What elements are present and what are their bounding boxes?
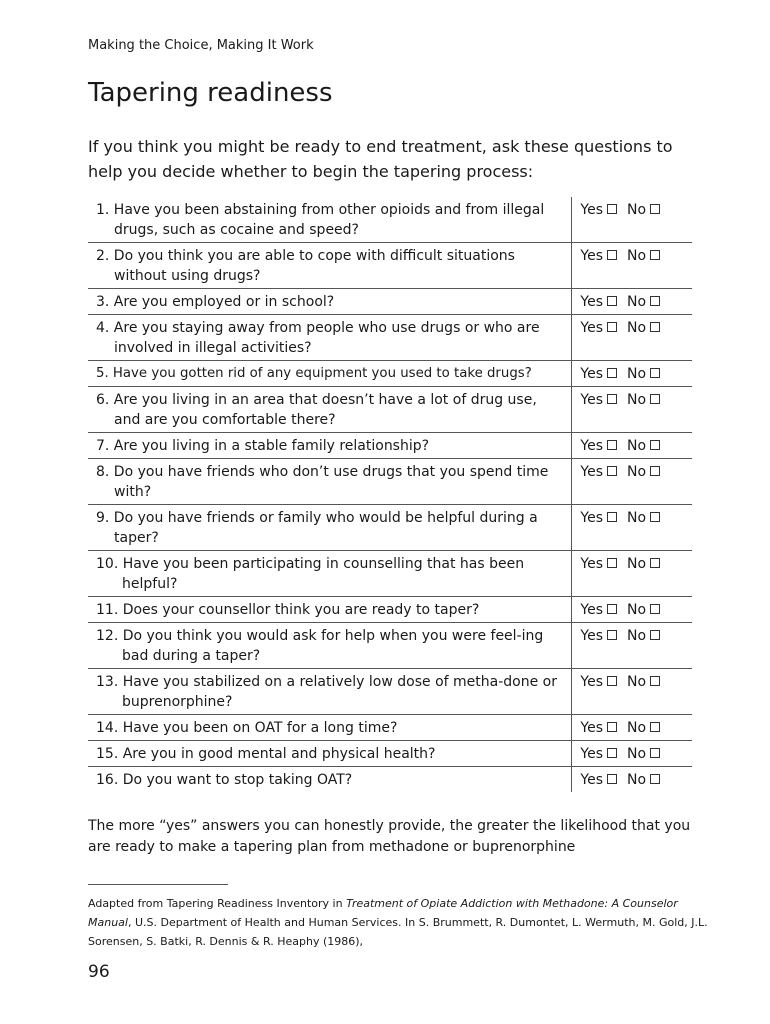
no-label: No: [627, 720, 647, 736]
yes-label: Yes: [580, 438, 604, 454]
answer-cell: [572, 361, 692, 387]
no-label: No: [627, 294, 647, 310]
no-checkbox[interactable]: [650, 204, 660, 214]
question-text: 12. Do you think you would ask for help when you were feel-ing bad during a taper?: [96, 628, 544, 664]
yes-checkbox[interactable]: [607, 368, 617, 378]
yes-label: Yes: [580, 510, 604, 526]
closing-text: The more “yes” answers you can honestly provide, the greater the likelihood that you are ready to make a tapering plan from methadone or buprenorphine: [88, 818, 691, 855]
question-row: [88, 361, 692, 387]
no-checkbox[interactable]: [650, 296, 660, 306]
question-row: [88, 715, 692, 741]
question-cell: [88, 315, 572, 361]
no-label: No: [627, 556, 647, 572]
question-text: 10. Have you been participating in counselling that has been helpful?: [96, 556, 525, 592]
question-text: 7. Are you living in a stable family relationship?: [96, 438, 430, 454]
yes-checkbox[interactable]: [607, 722, 617, 732]
no-checkbox[interactable]: [650, 512, 660, 522]
question-row: [88, 433, 692, 459]
question-cell: [88, 715, 572, 741]
question-cell: [88, 243, 572, 289]
no-label: No: [627, 628, 647, 644]
question-row: [88, 597, 692, 623]
no-checkbox[interactable]: [650, 322, 660, 332]
answer-cell: [572, 505, 692, 551]
no-checkbox[interactable]: [650, 558, 660, 568]
yes-checkbox[interactable]: [607, 748, 617, 758]
question-row: [88, 387, 692, 433]
yes-checkbox[interactable]: [607, 630, 617, 640]
answer-cell: [572, 433, 692, 459]
yes-label: Yes: [580, 202, 604, 218]
yes-label: Yes: [580, 602, 604, 618]
answer-cell: [572, 243, 692, 289]
page-title: Tapering readiness: [88, 78, 333, 108]
answer-cell: [572, 669, 692, 715]
question-cell: [88, 741, 572, 767]
no-label: No: [627, 320, 647, 336]
yes-label: Yes: [580, 720, 604, 736]
yes-label: Yes: [580, 772, 604, 788]
question-text: 6. Are you living in an area that doesn’t have a lot of drug use, and are you comfortable there?: [96, 392, 537, 428]
question-text: 4. Are you staying away from people who use drugs or who are involved in illegal activities?: [96, 320, 540, 356]
answer-cell: [572, 289, 692, 315]
question-text: 2. Do you think you are able to cope with difficult situations without using drugs?: [96, 248, 515, 284]
yes-label: Yes: [580, 392, 604, 408]
question-text: 14. Have you been on OAT for a long time?: [96, 720, 398, 736]
answer-cell: [572, 715, 692, 741]
no-checkbox[interactable]: [650, 722, 660, 732]
question-cell: [88, 387, 572, 433]
question-cell: [88, 289, 572, 315]
question-row: [88, 315, 692, 361]
no-label: No: [627, 674, 647, 690]
question-cell: [88, 767, 572, 793]
answer-cell: [572, 741, 692, 767]
no-checkbox[interactable]: [650, 466, 660, 476]
yes-checkbox[interactable]: [607, 394, 617, 404]
yes-checkbox[interactable]: [607, 204, 617, 214]
question-text: 16. Do you want to stop taking OAT?: [96, 772, 353, 788]
no-checkbox[interactable]: [650, 630, 660, 640]
yes-checkbox[interactable]: [607, 558, 617, 568]
question-cell: [88, 459, 572, 505]
question-row: [88, 459, 692, 505]
yes-checkbox[interactable]: [607, 322, 617, 332]
question-text: 1. Have you been abstaining from other opioids and from illegal drugs, such as cocaine and speed?: [96, 202, 545, 238]
question-cell: [88, 505, 572, 551]
question-text: 5. Have you gotten rid of any equipment you used to take drugs?: [96, 366, 532, 381]
yes-checkbox[interactable]: [607, 250, 617, 260]
no-label: No: [627, 464, 647, 480]
yes-checkbox[interactable]: [607, 440, 617, 450]
question-cell: [88, 597, 572, 623]
no-checkbox[interactable]: [650, 604, 660, 614]
question-cell: [88, 197, 572, 243]
yes-checkbox[interactable]: [607, 604, 617, 614]
no-label: No: [627, 602, 647, 618]
answer-cell: [572, 387, 692, 433]
no-checkbox[interactable]: [650, 774, 660, 784]
yes-label: Yes: [580, 746, 604, 762]
answer-cell: [572, 197, 692, 243]
yes-checkbox[interactable]: [607, 512, 617, 522]
yes-checkbox[interactable]: [607, 676, 617, 686]
question-cell: [88, 551, 572, 597]
no-label: No: [627, 366, 647, 382]
yes-label: Yes: [580, 294, 604, 310]
question-text: 11. Does your counsellor think you are ready to taper?: [96, 602, 480, 618]
source-prefix: Adapted from Tapering Readiness Inventory in: [88, 897, 347, 910]
question-cell: [88, 623, 572, 669]
question-row: [88, 669, 692, 715]
question-cell: [88, 669, 572, 715]
no-label: No: [627, 772, 647, 788]
yes-label: Yes: [580, 320, 604, 336]
source-suffix: , U.S. Department of Health and Human Services. In S. Brummett, R. Dumontet, L. Wermuth, M. Gold, J.L. Sorensen, S. Batki, R. Dennis & R. Heaphy (1986),: [88, 916, 708, 948]
answer-cell: [572, 623, 692, 669]
yes-label: Yes: [580, 628, 604, 644]
no-checkbox[interactable]: [650, 676, 660, 686]
no-checkbox[interactable]: [650, 440, 660, 450]
question-text: 15. Are you in good mental and physical health?: [96, 746, 436, 762]
page-number: 96: [88, 962, 110, 982]
no-checkbox[interactable]: [650, 250, 660, 260]
intro-text: If you think you might be ready to end treatment, ask these questions to help you decide whether to begin the tapering process:: [88, 137, 673, 181]
question-cell: [88, 433, 572, 459]
no-checkbox[interactable]: [650, 394, 660, 404]
no-label: No: [627, 392, 647, 408]
answer-cell: [572, 597, 692, 623]
questions-table: [88, 197, 692, 792]
question-text: 3. Are you employed or in school?: [96, 294, 335, 310]
question-row: [88, 505, 692, 551]
question-text: 8. Do you have friends who don’t use drugs that you spend time with?: [96, 464, 549, 500]
answer-cell: [572, 315, 692, 361]
question-row: [88, 741, 692, 767]
question-row: [88, 197, 692, 243]
no-checkbox[interactable]: [650, 748, 660, 758]
answer-cell: [572, 551, 692, 597]
no-checkbox[interactable]: [650, 368, 660, 378]
footnote-rule: [88, 884, 228, 885]
question-row: [88, 767, 692, 793]
yes-label: Yes: [580, 674, 604, 690]
yes-checkbox[interactable]: [607, 774, 617, 784]
yes-checkbox[interactable]: [607, 466, 617, 476]
yes-label: Yes: [580, 366, 604, 382]
yes-checkbox[interactable]: [607, 296, 617, 306]
no-label: No: [627, 202, 647, 218]
source-book-title: Treatment of Opiate Addiction with Methadone: A Counselor Manual: [88, 897, 678, 929]
yes-label: Yes: [580, 248, 604, 264]
no-label: No: [627, 438, 647, 454]
no-label: No: [627, 510, 647, 526]
question-row: [88, 243, 692, 289]
answer-cell: [572, 767, 692, 793]
question-row: [88, 623, 692, 669]
source-note: [88, 894, 708, 951]
question-row: [88, 289, 692, 315]
question-text: 13. Have you stabilized on a relatively low dose of metha-done or buprenorphine?: [96, 674, 557, 710]
no-label: No: [627, 248, 647, 264]
question-cell: [88, 361, 572, 387]
yes-label: Yes: [580, 556, 604, 572]
no-label: No: [627, 746, 647, 762]
question-text: 9. Do you have friends or family who would be helpful during a taper?: [96, 510, 538, 546]
answer-cell: [572, 459, 692, 505]
running-head: Making the Choice, Making It Work: [88, 38, 314, 53]
yes-label: Yes: [580, 464, 604, 480]
question-row: [88, 551, 692, 597]
